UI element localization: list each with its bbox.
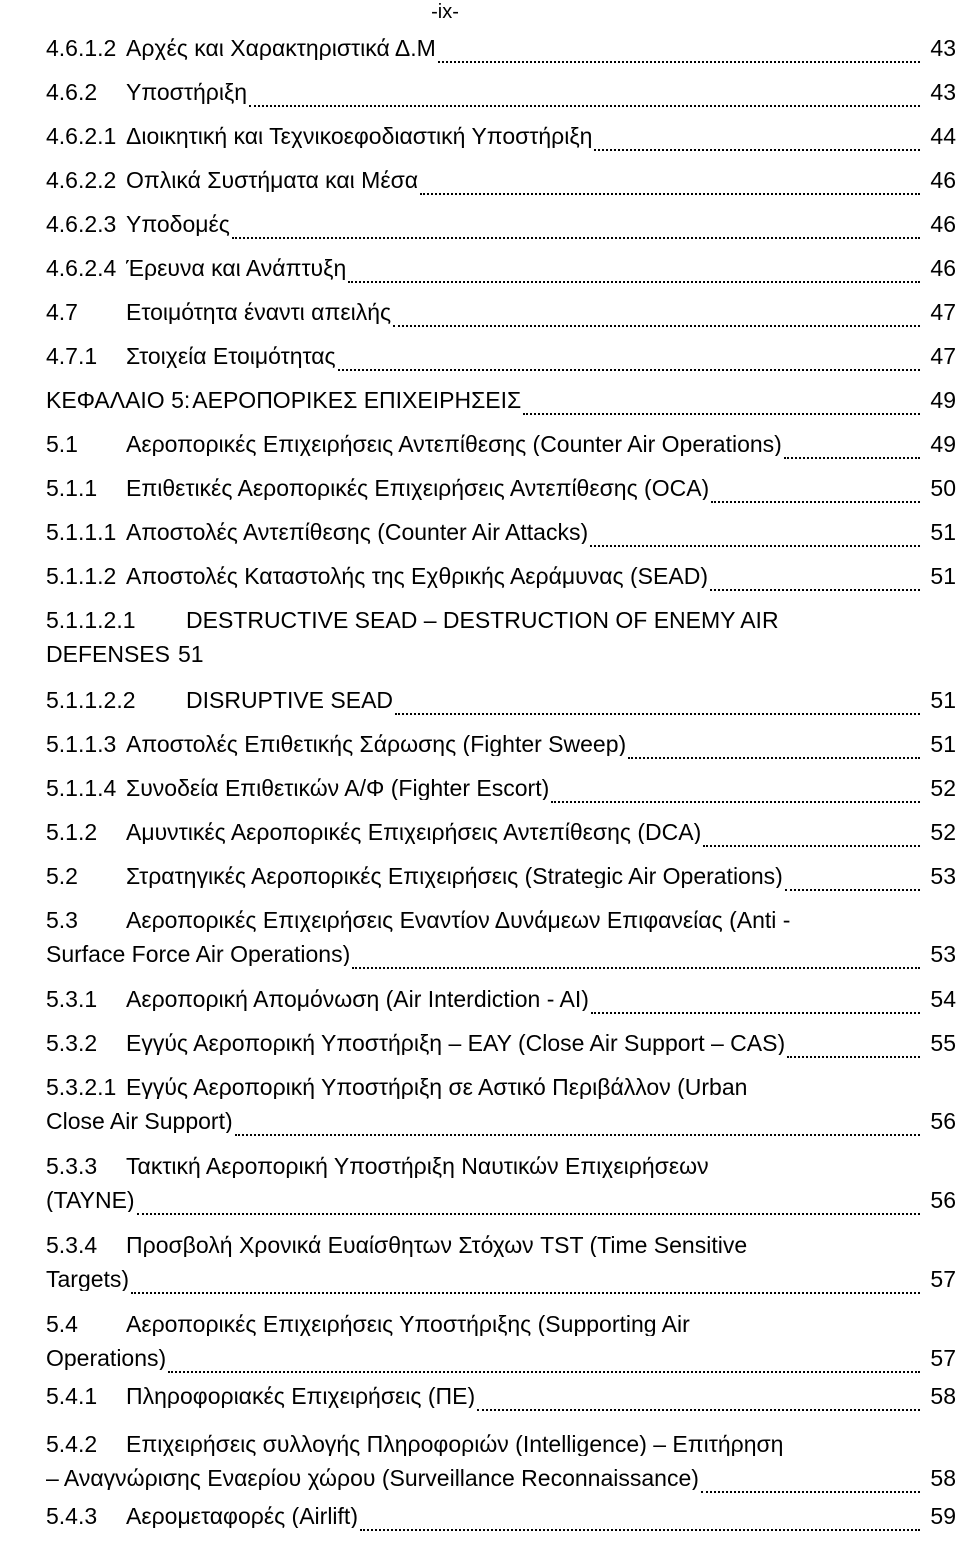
toc-entry[interactable] (46, 865, 956, 899)
toc-entry-line (46, 733, 956, 767)
toc-entry-title-continued: Close Air Support) (46, 1110, 233, 1133)
dot-leader (628, 757, 920, 759)
dot-leader (131, 1292, 920, 1294)
toc-entry[interactable] (46, 125, 956, 159)
toc-entry[interactable] (46, 1313, 956, 1381)
toc-entry-page-number: 59 (930, 1503, 956, 1529)
dot-leader (395, 713, 920, 715)
toc-entry-number: 5.3.2 (46, 1030, 98, 1056)
dot-leader (393, 325, 920, 327)
toc-entry-number: 5.4.3 (46, 1503, 98, 1529)
dot-leader (232, 237, 920, 239)
dot-leader (710, 589, 920, 591)
dot-leader (551, 801, 920, 803)
toc-entry-number: 5.1.1.3 (46, 731, 117, 757)
toc-entry-title: DISRUPTIVE SEAD (186, 689, 394, 712)
toc-entry-line (46, 1076, 956, 1110)
toc-entry-line (46, 1505, 956, 1539)
toc-entry-page-number: 50 (930, 475, 956, 501)
toc-entry-page-number: 43 (930, 35, 956, 61)
toc-entry-continuation-line (46, 1110, 956, 1144)
toc-entry-line (46, 1234, 956, 1268)
toc-entry-title: Εγγύς Αεροπορική Υποστήριξη σε Αστικό Περιβάλλον (Urban (126, 1076, 748, 1099)
dot-leader (477, 1409, 920, 1411)
toc-entry-title: Αρχές και Χαρακτηριστικά Δ.Μ (126, 37, 436, 60)
toc-entry-line (46, 345, 956, 379)
toc-entry-line (46, 988, 956, 1022)
dot-leader (249, 105, 920, 107)
toc-entry-title: Συνοδεία Επιθετικών Α/Φ (Fighter Escort) (126, 777, 550, 800)
dot-leader (168, 1371, 920, 1373)
toc-entry-number: 5.1.1 (46, 475, 98, 501)
toc-entry-page-number: 46 (930, 211, 956, 237)
dot-leader (785, 889, 920, 891)
toc-entry-page-number: 58 (930, 1465, 956, 1491)
toc-entry-continuation-line (46, 1268, 956, 1302)
toc-entry-title: Επιθετικές Αεροπορικές Επιχειρήσεις Αντεπίθεσης (OCA) (126, 477, 710, 500)
toc-entry[interactable] (46, 1032, 956, 1066)
toc-entry[interactable] (46, 169, 956, 203)
dot-leader (235, 1134, 920, 1136)
dot-leader (787, 1056, 920, 1058)
dot-leader (338, 369, 920, 371)
toc-entry[interactable] (46, 1433, 956, 1501)
toc-entry-page-number: 47 (930, 343, 956, 369)
dot-leader (590, 545, 920, 547)
toc-entry-title: Αεροπορική Απομόνωση (Air Interdiction - AI) (126, 988, 589, 1011)
toc-entry-line (46, 821, 956, 855)
toc-entry-line (46, 1155, 956, 1189)
toc-entry-title: Αποστολές Αντεπίθεσης (Counter Air Attacks) (126, 521, 589, 544)
toc-entry-number: 4.6.1.2 (46, 35, 117, 61)
toc-entry-title: Εγγύς Αεροπορική Υποστήριξη – ΕΑΥ (Close Air Support – CAS) (126, 1032, 786, 1055)
toc-entry-page-number: 47 (930, 299, 956, 325)
toc-entry-line (46, 909, 956, 943)
dot-leader (348, 281, 920, 283)
toc-entry-number: 5.3.4 (46, 1232, 98, 1258)
toc-entry-title-continued: Operations) (46, 1347, 167, 1370)
toc-entry[interactable] (46, 565, 956, 599)
toc-entry-title: Στοιχεία Ετοιμότητας (126, 345, 336, 368)
toc-entry-page-number: 55 (930, 1030, 956, 1056)
toc-entry[interactable] (46, 301, 956, 335)
toc-entry-line (46, 565, 956, 599)
toc-entry[interactable] (46, 433, 956, 467)
toc-entry[interactable] (46, 1505, 956, 1539)
toc-entry-page-number: 49 (930, 431, 956, 457)
toc-entry-title: Αερομεταφορές (Airlift) (126, 1505, 358, 1528)
toc-entry[interactable] (46, 609, 956, 677)
toc-entry-continuation-line (46, 643, 956, 677)
toc-entry-number: 5.1 (46, 431, 78, 457)
toc-entry-line (46, 389, 956, 423)
toc-entry[interactable] (46, 733, 956, 767)
toc-entry-page-number: 51 (930, 519, 956, 545)
toc-entry[interactable] (46, 37, 956, 71)
toc-entry-line (46, 777, 956, 811)
toc-entry[interactable] (46, 213, 956, 247)
dot-leader (594, 149, 920, 151)
dot-leader (420, 193, 920, 195)
toc-entry-number: 4.7.1 (46, 343, 98, 369)
toc-entry[interactable] (46, 257, 956, 291)
toc-entry-title: Αεροπορικές Επιχειρήσεις Υποστήριξης (Supporting Air (126, 1313, 690, 1336)
toc-entry[interactable] (46, 1155, 956, 1223)
toc-entry-page-number: 51 (930, 731, 956, 757)
toc-entry-line (46, 169, 956, 203)
toc-entry-page-number: 51 (177, 641, 204, 667)
toc-entry-title: Προσβολή Χρονικά Ευαίσθητων Στόχων TST (Time Sensitive (126, 1234, 748, 1257)
toc-entry[interactable] (46, 1076, 956, 1144)
toc-entry-line (46, 433, 956, 467)
toc-entry-number: 5.3.1 (46, 986, 98, 1012)
toc-entry-number: 4.6.2.2 (46, 167, 117, 193)
toc-entry-line (46, 1032, 956, 1066)
toc-entry-line (46, 1433, 956, 1467)
toc-entry-line (46, 865, 956, 899)
toc-entry-title-continued: Surface Force Air Operations) (46, 943, 351, 966)
toc-entry[interactable] (46, 345, 956, 379)
toc-entry-line (46, 257, 956, 291)
toc-entry-title: Αποστολές Επιθετικής Σάρωσης (Fighter Sweep) (126, 733, 627, 756)
toc-entry[interactable] (46, 988, 956, 1022)
toc-entry-number: 5.4 (46, 1311, 78, 1337)
toc-entry-title-continued: Targets) (46, 1268, 130, 1291)
toc-entry-number: 5.2 (46, 863, 78, 889)
toc-entry-number: 4.6.2.3 (46, 211, 117, 237)
toc-entry[interactable] (46, 521, 956, 555)
toc-entry-title: Στρατηγικές Αεροπορικές Επιχειρήσεις (Strategic Air Operations) (126, 865, 783, 888)
toc-entry-title: Έρευνα και Ανάπτυξη (126, 257, 347, 280)
toc-entry-page-number: 53 (930, 941, 956, 967)
toc-entry-page-number: 43 (930, 79, 956, 105)
toc-entry[interactable] (46, 689, 956, 723)
toc-entry-line (46, 125, 956, 159)
dot-leader (360, 1529, 920, 1531)
toc-entry[interactable] (46, 81, 956, 115)
toc-entry-title: Οπλικά Συστήματα και Μέσα (126, 169, 419, 192)
toc-entry-page-number: 52 (930, 819, 956, 845)
toc-entry-line (46, 1385, 956, 1419)
dot-leader (438, 61, 920, 63)
toc-entry-line (46, 609, 956, 643)
toc-entry[interactable] (46, 389, 956, 423)
toc-entry-number: 5.3.3 (46, 1153, 98, 1179)
toc-entry-title: Διοικητική και Τεχνικοεφοδιαστική Υποστήριξη (126, 125, 593, 148)
toc-entry-page-number: 58 (930, 1383, 956, 1409)
toc-entry-continuation-line (46, 943, 956, 977)
dot-leader (591, 1012, 920, 1014)
toc-entry-title: ΑΕΡΟΠΟΡΙΚΕΣ ΕΠΙΧΕΙΡΗΣΕΙΣ (192, 389, 522, 412)
dot-leader (523, 413, 920, 415)
toc-entry-line (46, 37, 956, 71)
toc-entry-number: 5.1.1.2 (46, 563, 117, 589)
toc-entry-title: Υποδομές (126, 213, 230, 236)
toc-entry-number: ΚΕΦΑΛΑΙΟ 5: (46, 387, 191, 413)
toc-entry-title-continued: (ΤΑΥΝΕ) (46, 1189, 135, 1212)
toc-entry-page-number: 52 (930, 775, 956, 801)
toc-entry-continuation-line (46, 1189, 956, 1223)
toc-entry-line (46, 81, 956, 115)
dot-leader (137, 1213, 920, 1215)
toc-entry-title: Αεροπορικές Επιχειρήσεις Αντεπίθεσης (Counter Air Operations) (126, 433, 782, 456)
toc-entry-title: Αμυντικές Αεροπορικές Επιχειρήσεις Αντεπίθεσης (DCA) (126, 821, 702, 844)
toc-entry-title-continued: DEFENSES (46, 643, 170, 666)
dot-leader (703, 845, 920, 847)
toc-entry-number: 4.6.2 (46, 79, 98, 105)
toc-entry-title: Αεροπορικές Επιχειρήσεις Εναντίον Δυνάμεων Επιφανείας (Anti - (126, 909, 791, 932)
toc-entry[interactable] (46, 1234, 956, 1302)
toc-entry-number: 5.3 (46, 907, 78, 933)
toc-entry[interactable] (46, 1385, 956, 1419)
toc-entry-line (46, 1313, 956, 1347)
toc-entry-number: 5.1.1.1 (46, 519, 117, 545)
dot-leader (784, 457, 920, 459)
dot-leader (352, 967, 920, 969)
toc-entry-title: Αποστολές Καταστολής της Εχθρικής Αεράμυνας (SEAD) (126, 565, 708, 588)
toc-entry[interactable] (46, 821, 956, 855)
toc-entry-page-number: 46 (930, 167, 956, 193)
toc-entry-page-number: 44 (930, 123, 956, 149)
toc-entry-continuation-line (46, 1347, 956, 1381)
toc-entry-line (46, 689, 956, 723)
toc-entry-page-number: 49 (930, 387, 956, 413)
toc-entry-page-number: 56 (930, 1187, 956, 1213)
toc-entry-number: 5.1.1.2.2 (46, 687, 136, 713)
toc-entry-number: 4.6.2.4 (46, 255, 117, 281)
dot-leader (701, 1491, 920, 1493)
toc-entry-number: 5.4.1 (46, 1383, 98, 1409)
toc-entry-page-number: 54 (930, 986, 956, 1012)
toc-entry[interactable] (46, 477, 956, 511)
toc-entry-title: Πληροφοριακές Επιχειρήσεις (ΠΕ) (126, 1385, 476, 1408)
toc-entry-title: Υποστήριξη (126, 81, 248, 104)
toc-entry-page-number: 51 (930, 563, 956, 589)
toc-entry-number: 5.4.2 (46, 1431, 98, 1457)
page-number: -ix- (431, 1, 459, 23)
toc-entry[interactable] (46, 777, 956, 811)
toc-entry-number: 5.1.1.2.1 (46, 607, 136, 633)
toc-entry-page-number: 57 (930, 1266, 956, 1292)
toc-entry-page-number: 51 (930, 687, 956, 713)
toc-entry-title: DESTRUCTIVE SEAD – DESTRUCTION OF ENEMY AIR (186, 609, 779, 632)
toc-entry-line (46, 213, 956, 247)
toc-entry-number: 5.3.2.1 (46, 1074, 117, 1100)
toc-entry-number: 5.1.1.4 (46, 775, 117, 801)
toc-entry-page-number: 46 (930, 255, 956, 281)
toc-entry-number: 5.1.2 (46, 819, 98, 845)
toc-entry-page-number: 53 (930, 863, 956, 889)
toc-entry-page-number: 56 (930, 1108, 956, 1134)
toc-entry-line (46, 521, 956, 555)
toc-entry-title-continued: – Αναγνώρισης Εναερίου χώρου (Surveillance Reconnaissance) (46, 1467, 699, 1490)
toc-entry-page-number: 57 (930, 1345, 956, 1371)
toc-entry-number: 4.6.2.1 (46, 123, 117, 149)
toc-entry[interactable] (46, 909, 956, 977)
toc-entry-continuation-line (46, 1467, 956, 1501)
dot-leader (711, 501, 920, 503)
toc-entry-line (46, 477, 956, 511)
toc-entry-number: 4.7 (46, 299, 78, 325)
toc-entry-title: Τακτική Αεροπορική Υποστήριξη Ναυτικών Επιχειρήσεων (126, 1155, 709, 1178)
toc-entry-line (46, 301, 956, 335)
toc-entry-title: Επιχειρήσεις συλλογής Πληροφοριών (Intelligence) – Επιτήρηση (126, 1433, 784, 1456)
toc-entry-title: Ετοιμότητα έναντι απειλής (126, 301, 392, 324)
